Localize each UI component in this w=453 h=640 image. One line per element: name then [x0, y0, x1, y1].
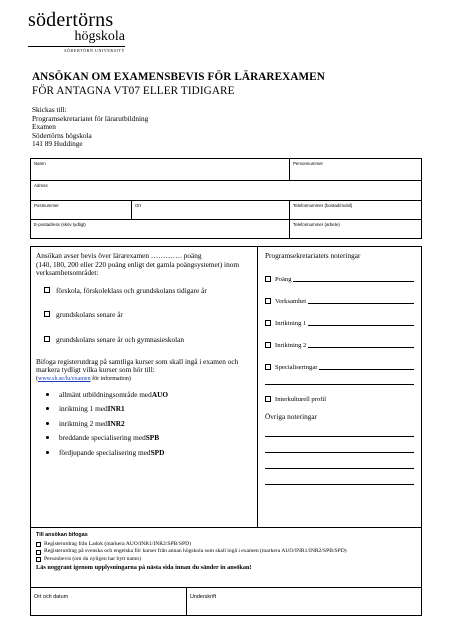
- address-line: Södertörns högskola: [32, 130, 92, 140]
- checkbox[interactable]: [265, 342, 271, 348]
- checkbox[interactable]: [265, 276, 271, 282]
- list-item: fördjupande specialisering med SPD: [46, 445, 252, 460]
- note-specialiseringar[interactable]: Specialiseringar: [265, 349, 414, 371]
- list-item: inriktning 2 med INR2: [46, 416, 252, 431]
- address-line: Examen: [32, 122, 56, 131]
- phone-home-field[interactable]: Telefonnummer (bostad/mobil): [289, 201, 421, 219]
- personal-info-grid: [30, 158, 422, 239]
- application-section: [30, 246, 258, 528]
- attachments-title: Till ansökan bifogas: [36, 532, 88, 538]
- attachments-section: [30, 528, 422, 588]
- option-gymnasie[interactable]: grundskolans senare år och gymnasieskolan: [44, 335, 252, 344]
- attachment-item[interactable]: Registerutdrag på svenska och engelska för kurser från annan högskola som skall ingå i examen (markera AUO/INR1/INR2/SPB/SPD): [36, 548, 416, 555]
- phone-work-field[interactable]: Telefonnummer (arbete): [289, 220, 421, 238]
- signature-row: [30, 588, 422, 616]
- info-link-line: (www.sh.se/lu/examen för information): [36, 375, 131, 382]
- page-subtitle: FÖR ANTAGNA VT07 ELLER TIDIGARE: [32, 85, 235, 97]
- note-poang[interactable]: Poäng: [265, 261, 414, 283]
- list-item: allmänt utbildningsområde med AUO: [46, 387, 252, 402]
- logo: [28, 10, 148, 53]
- note-inriktning2[interactable]: Inriktning 2: [265, 327, 414, 349]
- ovriga-heading: Övriga noteringar: [265, 411, 318, 421]
- checkbox[interactable]: [265, 298, 271, 304]
- intro-text: Ansökan avser bevis över lärarexamen …………. poäng: [36, 251, 202, 260]
- checkbox[interactable]: [265, 320, 271, 326]
- attachment-item[interactable]: Personbevis (om du nyligen har bytt namn): [36, 556, 416, 563]
- warning-text: Läs noggrant igenom upplysningarna på nästa sida innan du sänder in ansökan!: [36, 564, 252, 572]
- logo-line1: södertörns: [28, 9, 114, 31]
- option-grundskola-senare[interactable]: grundskolans senare år: [44, 310, 252, 319]
- intro-subtext: (140, 180, 200 eller 220 poäng enligt det gamla poängsystemet) inom verksamhetsområdet:: [36, 259, 240, 278]
- note-inriktning1[interactable]: Inriktning 1: [265, 305, 414, 327]
- note-verksamhet[interactable]: Verksamhet: [265, 283, 414, 305]
- checkbox[interactable]: [44, 336, 50, 342]
- logo-rule: [28, 46, 125, 47]
- bifoga-text: Bifoga registerutdrag på samtliga kurser som skall ingå i examen och markera tydligt vilka kurser som hör till:: [36, 356, 239, 375]
- address-line: Programsekretariatet för lärarutbildning: [32, 113, 149, 123]
- signature-field[interactable]: Underskrift: [186, 588, 421, 615]
- email-field[interactable]: E-postadress (skriv tydligt): [34, 222, 86, 227]
- blank-line[interactable]: [265, 469, 414, 485]
- note-interkulturell[interactable]: Interkulturell profil: [265, 385, 414, 403]
- personnummer-field[interactable]: Personnummer: [289, 159, 421, 180]
- checkbox[interactable]: [44, 311, 50, 317]
- course-marking-list: [46, 387, 252, 460]
- blank-line[interactable]: [265, 437, 414, 453]
- logo-line2: högskola: [74, 29, 125, 44]
- list-item: inriktning 1 med INR1: [46, 401, 252, 416]
- blank-line[interactable]: [265, 453, 414, 469]
- info-link[interactable]: www.sh.se/lu/examen: [38, 375, 91, 382]
- mailing-address: [32, 106, 148, 149]
- address-line: Skickas till:: [32, 105, 67, 114]
- blank-line[interactable]: [265, 421, 414, 437]
- address-field[interactable]: Adress: [34, 183, 48, 188]
- postnummer-field[interactable]: Postnummer: [34, 203, 59, 208]
- blank-line: [265, 371, 414, 385]
- logo-line3: SÖDERTÖRN UNIVERSITY: [64, 48, 125, 53]
- place-date-field[interactable]: Ort och datum: [34, 594, 69, 600]
- name-field[interactable]: Namn: [34, 161, 46, 166]
- secretariat-heading: Programsekretariatets noteringar: [265, 251, 361, 260]
- ort-field[interactable]: Ort: [131, 201, 289, 219]
- checkbox[interactable]: [265, 396, 271, 402]
- address-line: 141 89 Huddinge: [32, 139, 83, 148]
- checkbox[interactable]: [36, 542, 41, 547]
- page-title: ANSÖKAN OM EXAMENSBEVIS FÖR LÄRAREXAMEN: [32, 71, 325, 83]
- list-item: breddande specialisering med SPB: [46, 430, 252, 445]
- attachment-item[interactable]: Registerutdrag från Ladok (markera AUO/INR1/INR2/SPB/SPD): [36, 541, 416, 548]
- option-forskola[interactable]: förskola, förskoleklass och grundskolans tidigare år: [44, 286, 252, 295]
- checkbox[interactable]: [44, 287, 50, 293]
- checkbox[interactable]: [36, 557, 41, 562]
- checkbox[interactable]: [36, 550, 41, 555]
- secretariat-notes: [258, 246, 422, 528]
- checkbox[interactable]: [265, 364, 271, 370]
